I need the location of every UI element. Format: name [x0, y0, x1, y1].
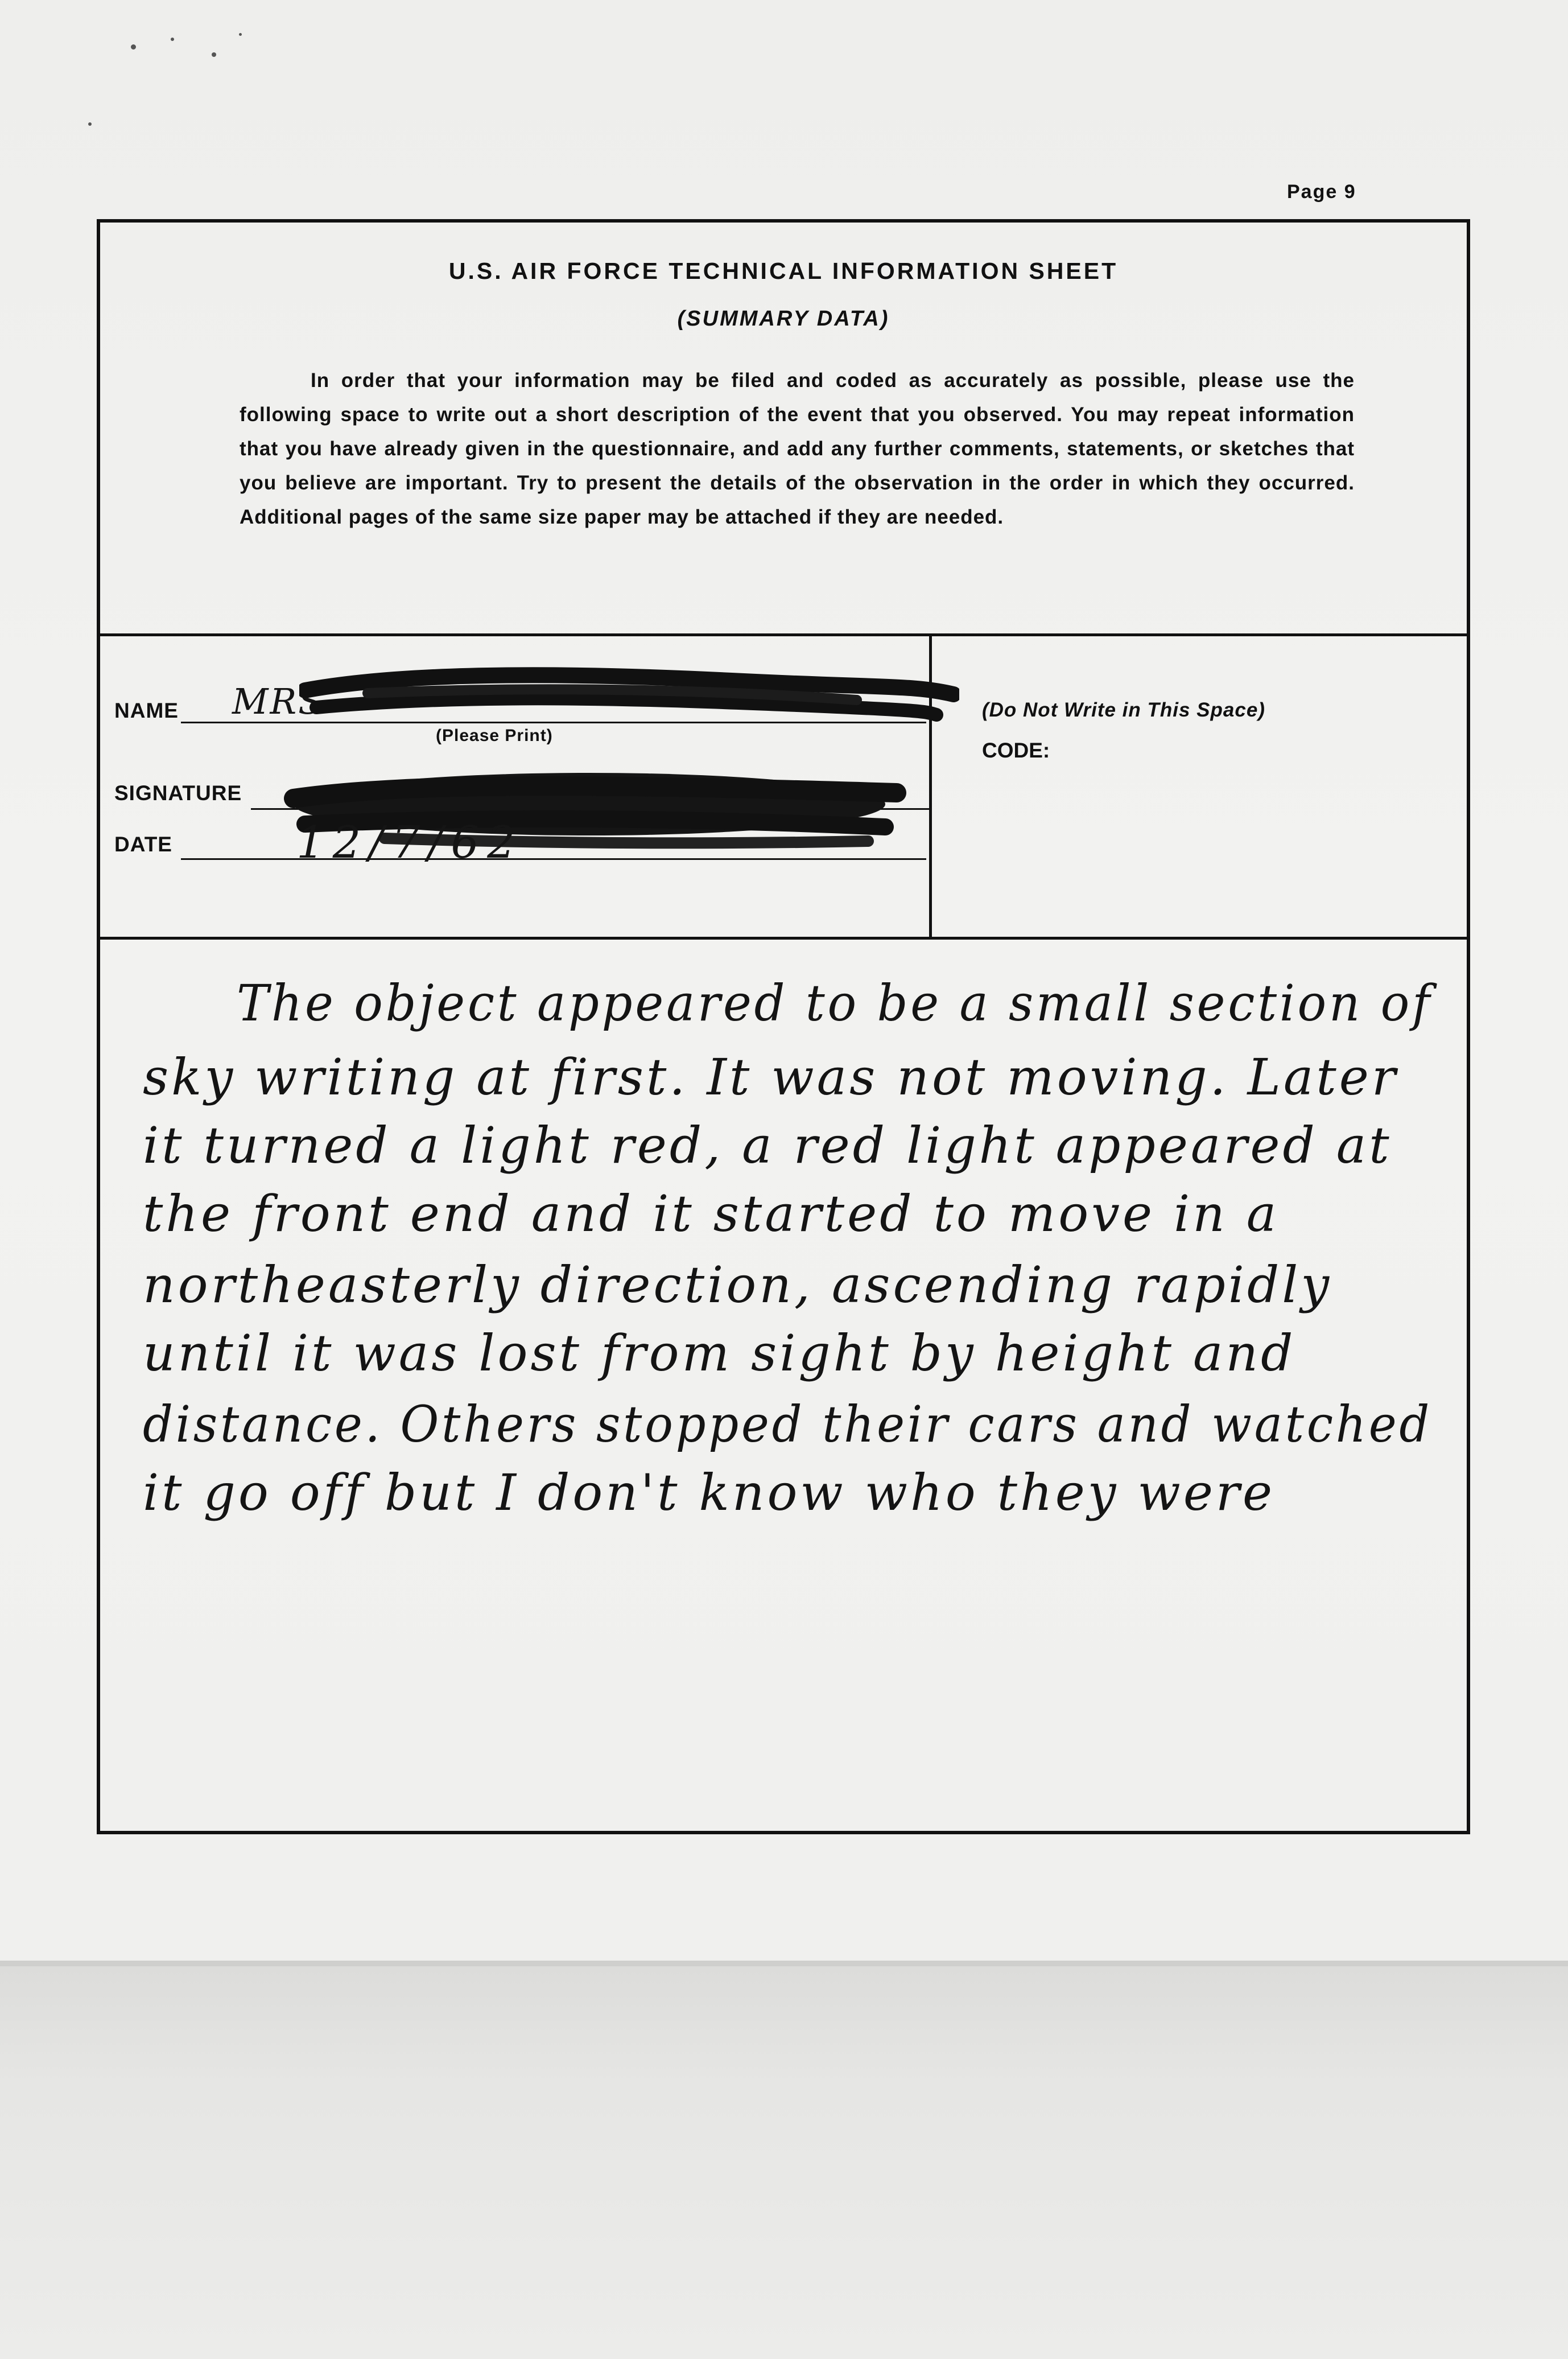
scan-speck	[239, 33, 242, 36]
scan-speck	[212, 52, 216, 57]
description-line: it go off but I don't know who they were	[143, 1463, 1276, 1522]
form-title: U.S. AIR FORCE TECHNICAL INFORMATION SHEET	[448, 258, 1119, 284]
form-subtitle: (SUMMARY DATA)	[677, 307, 890, 331]
page-number: Page 9	[1287, 181, 1356, 203]
signature-label: SIGNATURE	[114, 781, 242, 805]
scan-speck	[131, 44, 136, 50]
description-line: until it was lost from sight by height and	[143, 1324, 1296, 1382]
description-line: the front end and it started to move in a	[143, 1184, 1280, 1243]
date-underline	[181, 858, 926, 860]
scan-speck	[171, 38, 174, 41]
name-label: NAME	[114, 699, 179, 722]
description-line: it turned a light red, a red light appeared at	[143, 1116, 1392, 1175]
date-label: DATE	[114, 833, 172, 856]
code-label: CODE:	[982, 739, 1050, 762]
form-instructions: In order that your information may be filed and coded as accurately as possible, please use the following space to write out a short description of the event that you observed. You may repeat information that you have already given in the questionnaire, and add any further comments, statements, or sketches that you believe are important. Try to present the details of the observation in the order in which they occurred. Additional pages of the same size paper may be attached if they are needed.	[240, 369, 1355, 528]
scan-speck	[88, 122, 92, 126]
form-header	[100, 223, 1467, 636]
description-section	[100, 940, 1467, 1831]
name-value: MRS	[232, 681, 324, 722]
identification-section	[100, 636, 1467, 940]
please-print-note: (Please Print)	[436, 726, 553, 745]
office-use-divider	[929, 636, 932, 937]
description-line: northeasterly direction, ascending rapidly	[143, 1255, 1332, 1314]
date-value: 12/7/62	[296, 817, 523, 868]
technical-information-sheet	[97, 219, 1470, 1834]
description-line: The object appeared to be a small section of	[237, 974, 1433, 1032]
description-line: sky writing at first. It was not moving. Later	[143, 1048, 1398, 1106]
office-use-note: (Do Not Write in This Space)	[982, 699, 1265, 721]
scan-lower-margin	[0, 1966, 1568, 2359]
name-redaction	[299, 659, 959, 727]
description-line: distance. Others stopped their cars and watched	[143, 1395, 1433, 1454]
